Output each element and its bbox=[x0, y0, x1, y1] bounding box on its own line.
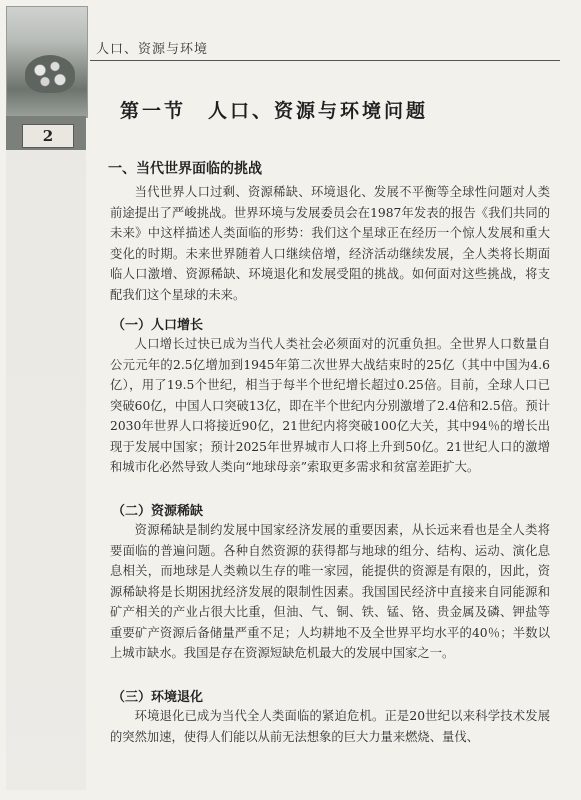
corner-photo bbox=[6, 6, 88, 118]
section-title: 第一节 人口、资源与环境问题 bbox=[120, 100, 429, 122]
population-paragraph: 人口增长过快已成为当代人类社会必须面对的沉重负担。全世界人口数量自公元元年的2.5亿增加到1945年第二次世界大战结束时的25亿（其中中国为4.6亿），用了19.5个世纪，相当于每半个世纪增长超过0.25倍。目前，全球人口已突破60亿，中国人口突破13亿，即在半个世纪内分别激增了2.4倍和2.5倍。预计2030年世界人口将接近90亿，21世纪内将突破100亿大关，其中94％的增长出现于发展中国家；预计2025年世界城市人口将上升到50亿。21世纪人口的激增和城市化必然导致人类向“地球母亲”索取更多需求和贫富差距扩大。 bbox=[110, 337, 550, 474]
environment-paragraph: 环境退化已成为当代全人类面临的紧迫危机。正是20世纪以来科学技术发展的突然加速，使得人们能以从前无法想象的巨大力量来燃烧、量伐、 bbox=[110, 709, 550, 744]
page-number: 2 bbox=[22, 124, 74, 148]
resources-paragraph: 资源稀缺是制约发展中国家经济发展的重要因素，从长远来看也是全人类将要面临的普遍问题。各种自然资源的获得都与地球的组分、结构、运动、演化息息相关，而地球是人类赖以生存的唯一家园，能提供的资源是有限的，因此，资源稀缺将是长期困扰经济发展的限制性因素。我国国民经济中直接来自同能源和矿产相关的产业占很大比重，但油、气、铜、铁、锰、铬、贵金属及磷、钾盐等重要矿产资源后备储量严重不足；人均耕地不及全世界平均水平的40％；半数以上城市缺水。我国是存在资源短缺危机最大的发展中国家之一。 bbox=[110, 523, 550, 660]
subheading-environment: （三）环境退化 bbox=[112, 690, 204, 705]
left-margin-band bbox=[6, 150, 86, 790]
intro-paragraph: 当代世界人口过剩、资源稀缺、环境退化、发展不平衡等全球性问题对人类前途提出了严峻挑战。世界环境与发展委员会在1987年发表的报告《我们共同的未来》中这样描述人类面临的形势：我们这个星球正在经历一个惊人发展和重大变化的时期。未来世界随着人口继续倍增，经济活动继续发展，全人类将长期面临人口激增、资源稀缺、环境退化和发展受阻的挑战。如何面对这些挑战，将支配我们这个星球的未来。 bbox=[110, 185, 550, 302]
header-rule bbox=[90, 60, 560, 61]
subheading-population: （一）人口增长 bbox=[112, 318, 204, 333]
subheading-resources: （二）资源稀缺 bbox=[112, 504, 204, 519]
flower-image bbox=[25, 55, 75, 93]
heading-challenges: 一、当代世界面临的挑战 bbox=[108, 161, 262, 177]
running-header: 人口、资源与环境 bbox=[96, 42, 209, 57]
